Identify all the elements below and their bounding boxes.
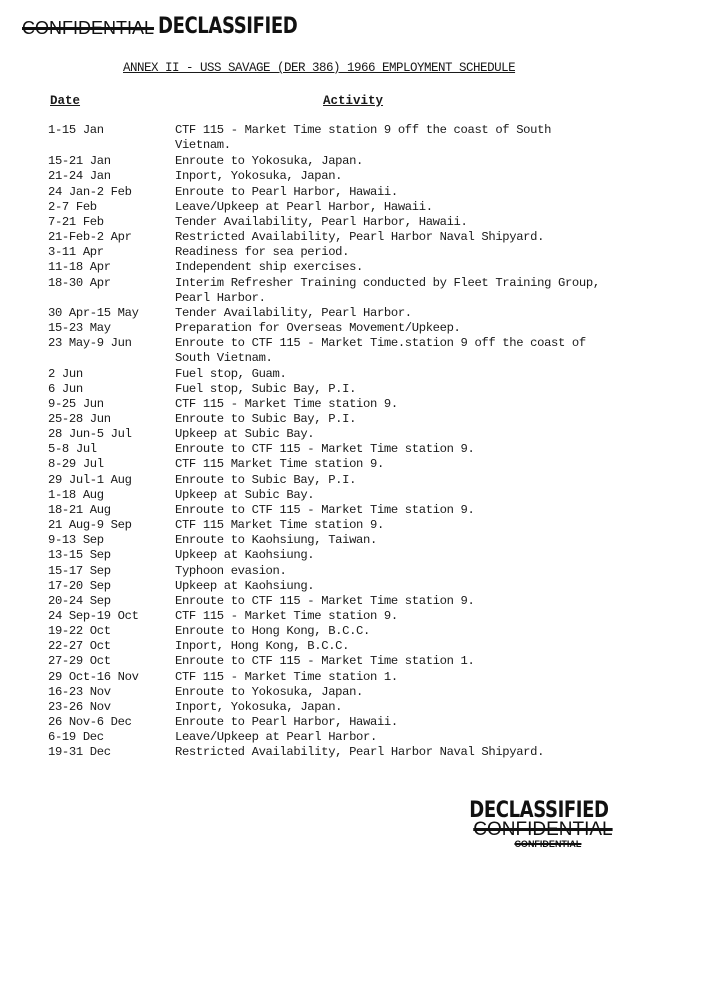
schedule-row (48, 276, 618, 306)
schedule-activity: Upkeep at Kaohsiung. (175, 548, 315, 563)
schedule-row (48, 730, 618, 745)
schedule-date: 21 Aug-9 Sep (48, 518, 132, 533)
document-title: ANNEX II - USS SAVAGE (DER 386) 1966 EMPLOYMENT SCHEDULE (123, 61, 516, 75)
schedule-activity: Typhoon evasion. (175, 563, 287, 578)
schedule-row (48, 260, 618, 275)
struck-confidential-marking: CONFIDENTIAL (473, 819, 613, 840)
schedule-activity: Enroute to Subic Bay, P.I. (175, 472, 357, 487)
schedule-row (48, 715, 618, 730)
schedule-row (48, 700, 618, 715)
schedule-activity: Inport, Hong Kong, B.C.C. (175, 639, 350, 654)
column-header-date: Date (50, 94, 81, 108)
schedule-row (48, 336, 618, 366)
declassified-marking: DECLASSIFIED (469, 798, 609, 823)
schedule-row (48, 185, 618, 200)
schedule-date: 11-18 Apr (48, 260, 111, 275)
schedule-row (48, 215, 618, 230)
schedule-date: 2 Jun (48, 366, 83, 381)
schedule-activity: Enroute to CTF 115 - Market Time station 9. (175, 442, 475, 457)
schedule-date: 1-15 Jan (48, 123, 104, 137)
schedule-activity: CTF 115 - Market Time station 9 off the coast of South Vietnam. (175, 123, 552, 153)
schedule-activity: Readiness for sea period. (175, 245, 350, 260)
schedule-activity: Leave/Upkeep at Pearl Harbor. (175, 730, 377, 745)
schedule-row (48, 579, 618, 594)
schedule-date: 18-30 Apr (48, 275, 111, 290)
schedule-row (48, 200, 618, 215)
schedule-date: 2-7 Feb (48, 199, 97, 214)
schedule-date: 23 May-9 Jun (48, 336, 132, 351)
schedule-date: 21-24 Jan (48, 169, 111, 184)
schedule-activity: CTF 115 Market Time station 9. (175, 518, 384, 533)
declassified-marking: DECLASSIFIED (158, 14, 298, 39)
struck-confidential-marking: CONFIDENTIAL (22, 18, 155, 38)
schedule-row (48, 745, 618, 760)
schedule-activity: CTF 115 - Market Time station 1. (175, 669, 398, 684)
schedule-activity: Fuel stop, Guam. (175, 366, 287, 381)
schedule-activity: Tender Availability, Pearl Harbor, Hawaii. (175, 214, 468, 229)
schedule-activity: Upkeep at Subic Bay. (175, 487, 315, 502)
schedule-date: 18-21 Aug (48, 502, 111, 517)
schedule-row (48, 594, 618, 609)
schedule-date: 15-17 Sep (48, 563, 111, 578)
schedule-date: 15-21 Jan (48, 154, 111, 169)
schedule-row (48, 488, 618, 503)
schedule-date: 25-28 Jun (48, 411, 111, 426)
struck-confidential-small-marking: CONFIDENTIAL (514, 839, 582, 849)
schedule-activity: Inport, Yokosuka, Japan. (175, 169, 343, 184)
schedule-activity: Interim Refresher Training conducted by Fleet Training Group, Pearl Harbor. (175, 275, 600, 305)
schedule-row (48, 123, 618, 153)
schedule-row (48, 442, 618, 457)
schedule-activity: Inport, Yokosuka, Japan. (175, 699, 343, 714)
schedule-activity: Restricted Availability, Pearl Harbor Naval Shipyard. (175, 745, 545, 760)
schedule-date: 19-31 Dec (48, 745, 111, 760)
schedule-row (48, 427, 618, 442)
schedule-row (48, 654, 618, 669)
schedule-row (48, 382, 618, 397)
schedule-date: 9-25 Jun (48, 396, 104, 411)
schedule-row (48, 397, 618, 412)
schedule-row (48, 548, 618, 563)
schedule-activity: Independent ship exercises. (175, 260, 364, 275)
schedule-date: 1-18 Aug (48, 487, 104, 502)
schedule-row (48, 639, 618, 654)
schedule-date: 9-13 Sep (48, 533, 104, 548)
classification-stamp-bottom (462, 798, 624, 849)
schedule-activity: Enroute to Yokosuka, Japan. (175, 684, 364, 699)
schedule-row (48, 457, 618, 472)
schedule-list (48, 123, 618, 761)
schedule-row (48, 412, 618, 427)
schedule-activity: Enroute to Hong Kong, B.C.C. (175, 624, 370, 639)
schedule-activity: Enroute to CTF 115 - Market Time station 9. (175, 593, 475, 608)
schedule-date: 30 Apr-15 May (48, 305, 139, 320)
schedule-date: 8-29 Jul (48, 457, 104, 472)
schedule-date: 5-8 Jul (48, 442, 97, 457)
schedule-row (48, 321, 618, 336)
schedule-activity: Upkeep at Kaohsiung. (175, 578, 315, 593)
schedule-activity: Enroute to CTF 115 - Market Time station 1. (175, 654, 475, 669)
classification-stamp-top (22, 14, 328, 39)
schedule-row (48, 169, 618, 184)
schedule-activity: Fuel stop, Subic Bay, P.I. (175, 381, 357, 396)
schedule-row (48, 670, 618, 685)
schedule-date: 13-15 Sep (48, 548, 111, 563)
schedule-date: 24 Jan-2 Feb (48, 184, 132, 199)
schedule-row (48, 609, 618, 624)
schedule-date: 21-Feb-2 Apr (48, 230, 132, 245)
schedule-date: 29 Jul-1 Aug (48, 472, 132, 487)
schedule-activity: Enroute to CTF 115 - Market Time.station 9 off the coast of South Vietnam. (175, 336, 586, 366)
schedule-activity: Enroute to Yokosuka, Japan. (175, 154, 364, 169)
column-header-activity: Activity (323, 94, 384, 108)
schedule-activity: CTF 115 - Market Time station 9. (175, 396, 398, 411)
schedule-row (48, 518, 618, 533)
schedule-date: 3-11 Apr (48, 245, 104, 260)
schedule-row (48, 154, 618, 169)
schedule-activity: Enroute to Pearl Harbor, Hawaii. (175, 715, 398, 730)
schedule-date: 22-27 Oct (48, 639, 111, 654)
schedule-activity: Enroute to Subic Bay, P.I. (175, 411, 357, 426)
schedule-activity: Leave/Upkeep at Pearl Harbor, Hawaii. (175, 199, 433, 214)
schedule-row (48, 533, 618, 548)
schedule-row (48, 230, 618, 245)
schedule-row (48, 624, 618, 639)
schedule-date: 7-21 Feb (48, 214, 104, 229)
schedule-date: 17-20 Sep (48, 578, 111, 593)
schedule-activity: Enroute to Kaohsiung, Taiwan. (175, 533, 377, 548)
schedule-date: 16-23 Nov (48, 684, 111, 699)
schedule-date: 6 Jun (48, 381, 83, 396)
schedule-date: 19-22 Oct (48, 624, 111, 639)
schedule-activity: Enroute to CTF 115 - Market Time station 9. (175, 502, 475, 517)
schedule-date: 15-23 May (48, 321, 111, 336)
schedule-activity: Tender Availability, Pearl Harbor. (175, 305, 412, 320)
schedule-date: 27-29 Oct (48, 654, 111, 669)
schedule-date: 23-26 Nov (48, 699, 111, 714)
schedule-row (48, 367, 618, 382)
schedule-date: 29 Oct-16 Nov (48, 669, 139, 684)
schedule-row (48, 564, 618, 579)
schedule-activity: CTF 115 - Market Time station 9. (175, 609, 398, 623)
schedule-row (48, 473, 618, 488)
schedule-date: 20-24 Sep (48, 593, 111, 608)
schedule-activity: Restricted Availability, Pearl Harbor Naval Shipyard. (175, 230, 545, 245)
schedule-activity: CTF 115 Market Time station 9. (175, 457, 384, 472)
schedule-date: 24 Sep-19 Oct (48, 609, 139, 623)
schedule-row (48, 503, 618, 518)
schedule-activity: Preparation for Overseas Movement/Upkeep. (175, 321, 461, 336)
schedule-row (48, 306, 618, 321)
schedule-row (48, 685, 618, 700)
schedule-row (48, 245, 618, 260)
schedule-date: 28 Jun-5 Jul (48, 427, 132, 442)
schedule-date: 26 Nov-6 Dec (48, 715, 132, 730)
schedule-activity: Upkeep at Subic Bay. (175, 427, 315, 442)
schedule-date: 6-19 Dec (48, 730, 104, 745)
schedule-activity: Enroute to Pearl Harbor, Hawaii. (175, 184, 398, 199)
